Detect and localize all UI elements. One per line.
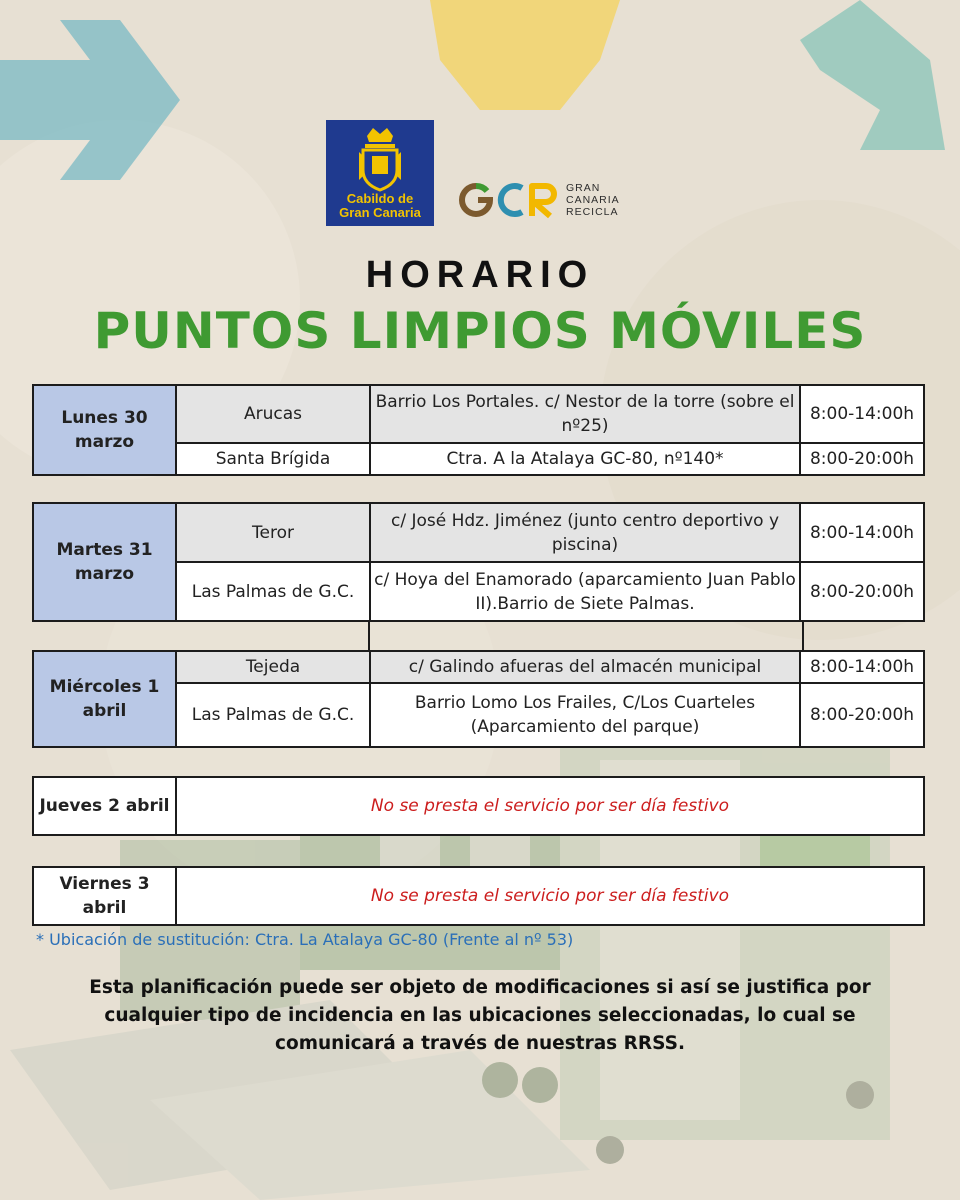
hours-cell: 8:00-14:00h [800, 385, 924, 443]
page-title: PUNTOS LIMPIOS MÓVILES [93, 302, 867, 360]
town-cell: Tejeda [176, 651, 370, 683]
hours-cell: 8:00-20:00h [800, 683, 924, 747]
heading-kicker: HORARIO [365, 254, 595, 296]
day-cell: Miércoles 1 abril [33, 651, 176, 747]
gcr-line-3: RECICLA [566, 206, 619, 218]
schedule-monday [32, 384, 925, 476]
address-cell: c/ Galindo afueras del almacén municipal [370, 651, 800, 683]
holiday-note: No se presta el servicio por ser día festivo [176, 867, 924, 925]
day-cell: Viernes 3 abril [33, 867, 176, 925]
schedule-friday [32, 866, 925, 926]
coat-of-arms-icon [355, 126, 405, 192]
town-cell: Arucas [176, 385, 370, 443]
town-cell: Santa Brígida [176, 443, 370, 475]
substitution-footnote: * Ubicación de sustitución: Ctra. La Atalaya GC-80 (Frente al nº 53) [36, 930, 574, 949]
cabildo-logo [326, 120, 434, 226]
address-cell: Ctra. A la Atalaya GC-80, nº140* [370, 443, 800, 475]
town-cell: Teror [176, 503, 370, 562]
cabildo-line-2: Gran Canaria [339, 205, 421, 220]
day-cell: Jueves 2 abril [33, 777, 176, 835]
hours-cell: 8:00-20:00h [800, 562, 924, 621]
gcr-line-1: GRAN [566, 182, 601, 194]
schedule-wednesday [32, 650, 925, 748]
cabildo-line-1: Cabildo de [346, 191, 414, 206]
schedule-thursday [32, 776, 925, 836]
address-cell: Barrio Lomo Los Frailes, C/Los Cuarteles (Aparcamiento del parque) [370, 683, 800, 747]
gcr-line-2: CANARIA [566, 194, 620, 206]
day-cell: Lunes 30 marzo [33, 385, 176, 475]
town-cell: Las Palmas de G.C. [176, 562, 370, 621]
town-cell: Las Palmas de G.C. [176, 683, 370, 747]
gcr-mark-icon [454, 178, 558, 222]
hours-cell: 8:00-14:00h [800, 503, 924, 562]
hours-cell: 8:00-14:00h [800, 651, 924, 683]
address-cell: c/ Hoya del Enamorado (aparcamiento Juan Pablo II).Barrio de Siete Palmas. [370, 562, 800, 621]
schedule-tuesday [32, 502, 925, 622]
address-cell: c/ José Hdz. Jiménez (junto centro deportivo y piscina) [370, 503, 800, 562]
address-cell: Barrio Los Portales. c/ Nestor de la torre (sobre el nº25) [370, 385, 800, 443]
gcr-logo [454, 178, 620, 222]
table-spacer [368, 620, 804, 652]
holiday-note: No se presta el servicio por ser día festivo [176, 777, 924, 835]
day-cell: Martes 31 marzo [33, 503, 176, 621]
hours-cell: 8:00-20:00h [800, 443, 924, 475]
disclaimer-text: Esta planificación puede ser objeto de modificaciones si así se justifica por cualquier tipo de incidencia en las ubicaciones seleccionadas, lo cual se comunicará a través de nuestras RRSS. [89, 977, 871, 1054]
